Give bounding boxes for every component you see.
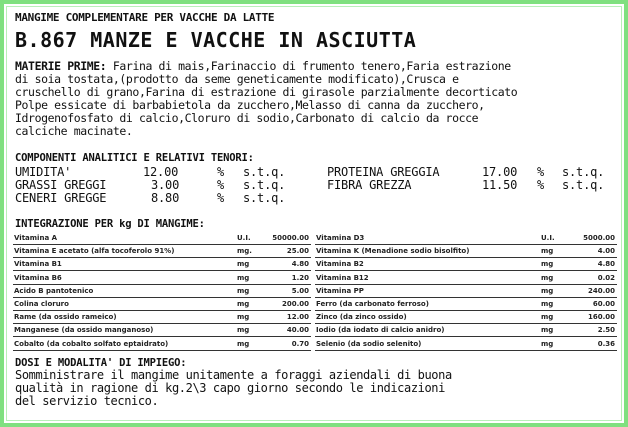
supplement-value: 4.00 (597, 247, 615, 256)
dosi-line: qualità in ragione di kg.2\3 capo giorno secondo le indicazioni (15, 381, 445, 395)
supplement-name: Vitamina A (14, 234, 58, 242)
component-name: UMIDITA' (15, 165, 72, 179)
materie-prime-line: Polpe essicate di barbabietola da zucchero,Melasso di canna da zucchero, (15, 98, 485, 112)
supplement-value: 160.00 (587, 313, 615, 322)
component-value: 17.00 (482, 165, 518, 179)
supplement-value: 0.02 (597, 273, 615, 282)
supplement-name: Iodio (da iodato di calcio anidro) (316, 326, 445, 335)
supplement-unit: mg. (237, 247, 252, 256)
supplement-unit: mg (237, 326, 250, 335)
supplement-name: Vitamina B6 (14, 273, 62, 282)
supplement-value: 12.00 (286, 313, 309, 322)
supplement-value: 4.80 (597, 260, 615, 269)
supplement-value: 5.00 (291, 286, 309, 295)
supplement-name: Colina cloruro (14, 300, 69, 308)
dosi-line: Somministrare il mangime unitamente a foraggi aziendali di buona (15, 368, 452, 382)
supplement-row (13, 284, 311, 298)
dosi-line: del servizio tecnico. (15, 394, 159, 408)
supplement-row (315, 310, 617, 324)
supplement-unit: mg (541, 273, 554, 282)
supplement-name: Vitamina PP (316, 286, 364, 295)
supplement-name: Vitamina D3 (316, 234, 365, 242)
component-unit: % (537, 178, 545, 192)
product-title: B.867 MANZE E VACCHE IN ASCIUTTA (15, 28, 417, 52)
supplement-name: Manganese (da ossido manganoso) (14, 326, 154, 335)
supplement-unit: mg (541, 326, 554, 335)
materie-prime-label: MATERIE PRIME: (15, 59, 107, 73)
dosi-heading: DOSI E MODALITA' DI IMPIEGO: (15, 357, 187, 369)
supplement-row (13, 323, 311, 337)
materie-prime-block (15, 60, 517, 138)
component-name: GRASSI GREGGI (15, 178, 107, 192)
materie-prime-line: cruschello di grano,Farina di estrazione di girasole parzialmente decorticato (15, 85, 518, 99)
supplement-row (315, 337, 617, 351)
supplement-unit: mg (541, 313, 554, 322)
label-sheet (6, 6, 622, 421)
supplement-name: Acido B pantotenico (14, 286, 94, 295)
component-basis: s.t.q. (562, 178, 605, 192)
supplement-value: 240.00 (587, 286, 615, 295)
supplement-name: Vitamina B1 (14, 260, 62, 269)
supplement-value: 1.20 (291, 273, 309, 282)
supplement-row (13, 337, 311, 351)
supplement-row (13, 244, 311, 258)
supplement-name: Selenio (da sodio selenito) (316, 339, 422, 348)
component-unit: % (537, 165, 545, 179)
component-name: CENERI GREGGE (15, 191, 107, 205)
component-value: 11.50 (482, 178, 518, 192)
supplement-unit: mg (237, 313, 250, 322)
supplement-row (315, 244, 617, 258)
component-unit: % (217, 165, 225, 179)
materie-prime-line: calciche macinate. (15, 124, 133, 138)
supplement-value: 2.50 (597, 326, 615, 335)
supplement-unit: mg (541, 286, 554, 295)
component-unit: % (217, 178, 225, 192)
component-value: 12.00 (143, 165, 179, 179)
component-value: 3.00 (151, 178, 180, 192)
supplement-name: Vitamina B12 (316, 273, 369, 282)
supplement-value: 60.00 (592, 300, 615, 308)
component-basis: s.t.q. (243, 191, 286, 205)
componenti-heading: COMPONENTI ANALITICI E RELATIVI TENORI: (15, 152, 254, 164)
supplement-row (315, 323, 617, 337)
supplement-unit: mg (237, 273, 250, 282)
supplement-value: 5000.00 (583, 234, 615, 242)
component-name: PROTEINA GREGGIA (327, 165, 440, 179)
supplement-row (315, 297, 617, 311)
supplement-row (13, 231, 311, 245)
supplement-unit: mg (237, 300, 250, 308)
supplement-row (13, 310, 311, 324)
supplement-name: Vitamina B2 (316, 260, 364, 269)
materie-prime-line: Idrogenofosfato di calcio,Cloruro di sodio,Carbonato di calcio da rocce (15, 111, 479, 125)
supplement-unit: U.I. (541, 234, 555, 242)
supplement-name: Cobalto (da cobalto solfato eptaidrato) (14, 339, 169, 348)
supplement-unit: mg (237, 260, 250, 269)
supertitle: MANGIME COMPLEMENTARE PER VACCHE DA LATTE (15, 11, 275, 24)
supplement-unit: mg (237, 339, 250, 348)
supplement-unit: mg (541, 339, 554, 348)
component-basis: s.t.q. (243, 165, 286, 179)
supplement-unit: mg (541, 260, 554, 269)
supplement-value: 200.00 (281, 300, 309, 308)
component-unit: % (217, 191, 225, 205)
supplement-name: Zinco (da zinco ossido) (316, 313, 407, 322)
supplement-name: Rame (da ossido rameico) (14, 313, 117, 322)
supplement-value: 50000.00 (272, 234, 309, 242)
component-value: 8.80 (151, 191, 180, 205)
supplement-unit: mg (541, 247, 554, 256)
component-name: FIBRA GREZZA (327, 178, 412, 192)
supplement-value: 4.80 (291, 260, 309, 269)
integrazione-table (13, 231, 617, 351)
supplement-name: Vitamina E acetato (alfa tocoferolo 91%) (14, 247, 175, 256)
supplement-value: 0.70 (291, 339, 309, 348)
supplement-value: 40.00 (286, 326, 309, 335)
materie-prime-line: di soia tostata,(prodotto da seme geneticamente modificato),Crusca e (15, 72, 459, 86)
supplement-row (13, 297, 311, 311)
component-basis: s.t.q. (243, 178, 286, 192)
supplement-unit: mg (237, 286, 250, 295)
supplement-unit: U.I. (237, 234, 251, 242)
supplement-value: 25.00 (286, 247, 309, 256)
supplement-row (13, 257, 311, 271)
integrazione-heading: INTEGRAZIONE PER kg DI MANGIME: (15, 218, 205, 230)
supplement-row (315, 284, 617, 298)
supplement-row (315, 257, 617, 271)
dosi-block (15, 369, 452, 408)
supplement-row (315, 271, 617, 285)
supplement-name: Ferro (da carbonato ferroso) (316, 300, 429, 308)
component-basis: s.t.q. (562, 165, 605, 179)
supplement-row (13, 271, 311, 285)
supplement-row (315, 231, 617, 245)
supplement-value: 0.36 (597, 339, 615, 348)
materie-prime-line: Farina di mais,Farinaccio di frumento tenero,Faria estrazione (112, 59, 511, 73)
supplement-unit: mg (541, 300, 554, 308)
supplement-name: Vitamina K (Menadione sodio bisolfito) (316, 247, 470, 256)
